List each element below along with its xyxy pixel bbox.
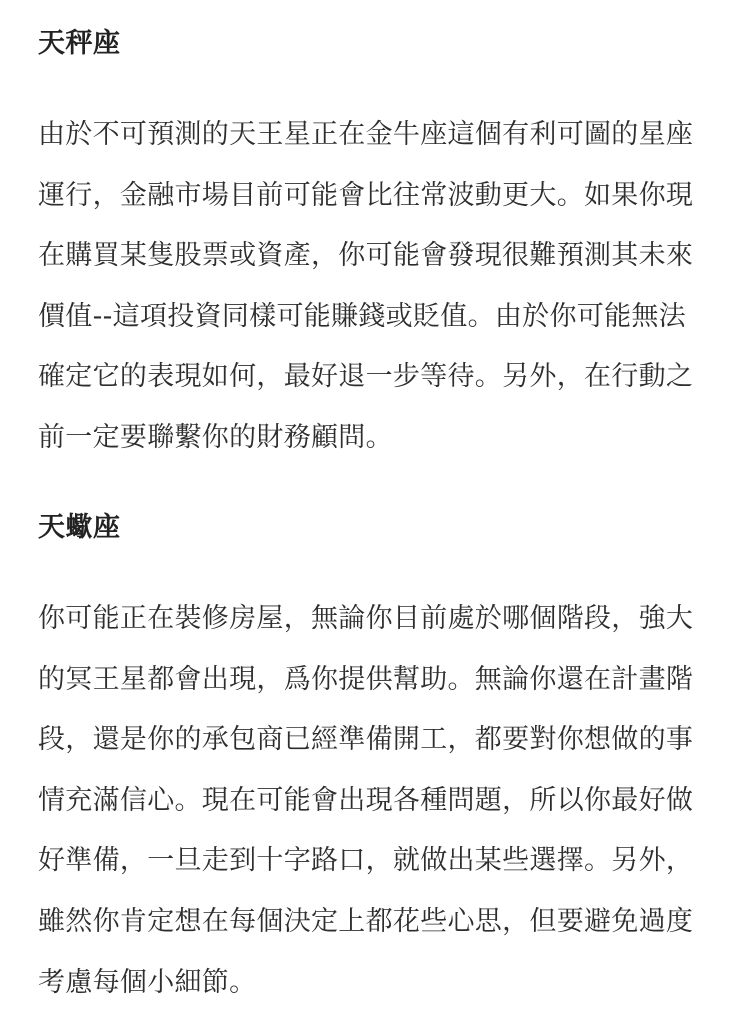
libra-heading: 天秤座 [38,28,121,59]
libra-paragraph: 由於不可預測的天王星正在金牛座這個有利可圖的星座運行，金融市場目前可能會比往常波動更大。如果你現在購買某隻股票或資產，你可能會發現很難預測其未來價值--這項投資同樣可能賺錢或貶值。由於你可能無法確定它的表現如何，最好退一步等待。另外，在行動之前一定要聯繫你的財務顧問。 [38,119,694,453]
scorpio-heading: 天蠍座 [38,512,121,543]
scorpio-paragraph: 你可能正在裝修房屋，無論你目前處於哪個階段，強大的冥王星都會出現，爲你提供幫助。無論你還在計畫階段，還是你的承包商已經準備開工，都要對你想做的事情充滿信心。現在可能會出現各種問題，所以你最好做好準備，一旦走到十字路口，就做出某些選擇。另外，雖然你肯定想在每個決定上都花些心思，但要避免過度考慮每個小細節。 [38,603,694,998]
